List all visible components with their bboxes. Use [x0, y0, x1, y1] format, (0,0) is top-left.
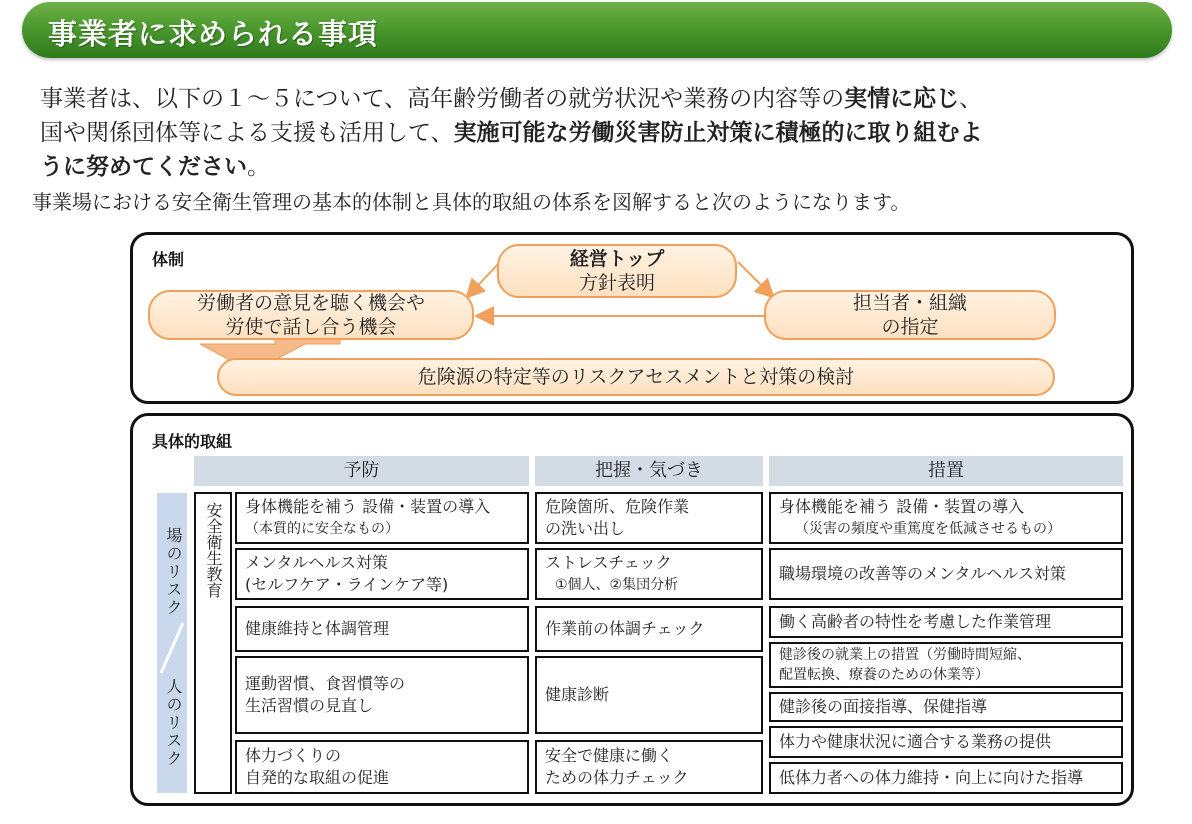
- cell-line: 健診後の就業上の措置（労働時間短縮、: [779, 647, 1031, 663]
- cell-line: （災害の頻度や重篤度を低減させるもの）: [795, 521, 1061, 537]
- safety-education-text: 安全衛生教育: [204, 502, 223, 598]
- haaku-cell: [535, 740, 763, 794]
- risk-assessment-box: [217, 358, 1055, 396]
- cell-line: ストレスチェック: [545, 553, 672, 572]
- haaku-cell: [535, 656, 763, 734]
- cell-line: （本質的に安全なもの）: [245, 521, 399, 537]
- cell-line: 作業前の体調チェック: [545, 619, 705, 638]
- person-risk-label: 人のリスク: [164, 678, 183, 768]
- intro-subtext: 事業場における安全衛生管理の基本的体制と具体的取組の体系を図解すると次のようになります。: [32, 190, 911, 214]
- intro-emphasis: うに努めてください: [40, 154, 247, 180]
- yobou-cell: [235, 492, 529, 544]
- sochi-cell: [769, 492, 1123, 544]
- intro-text: 、: [959, 86, 983, 112]
- cell-line: 体力や健康状況に適合する業務の提供: [779, 732, 1052, 751]
- haaku-cell: [535, 548, 763, 600]
- sochi-cell: [769, 548, 1123, 600]
- intro-text: 国や関係団体等による支援も活用して、: [40, 120, 454, 146]
- management-top-box: [497, 244, 737, 298]
- intro-emphasis: 実情に応じ: [844, 86, 960, 112]
- intro-text: 事業者は、以下の１～５について、高年齢労働者の就労状況や業務の内容等の: [40, 86, 845, 112]
- haaku-cell: [535, 492, 763, 544]
- site-risk-label: 場のリスク: [164, 527, 183, 617]
- col-header-haaku: 把握・気づき: [535, 456, 763, 486]
- cell-line: 自発的な取組の促進: [245, 768, 390, 787]
- safety-education-box: [194, 492, 232, 794]
- sochi-cell: [769, 726, 1123, 758]
- yobou-cell: [235, 606, 529, 652]
- cell-line: 危険箇所、危険作業: [545, 497, 690, 516]
- yobou-cell: [235, 656, 529, 734]
- cell-line: 職場環境の改善等のメンタルヘルス対策: [779, 564, 1066, 583]
- management-top-title: 経営トップ: [569, 248, 665, 270]
- cell-line: 体力づくりの: [245, 746, 342, 765]
- risk-assessment-text: 危険源の特定等のリスクアセスメントと対策の検討: [417, 366, 855, 388]
- cell-line: 運動習慣、食習慣等の: [245, 674, 406, 693]
- worker-opinion-box: [148, 290, 474, 340]
- cell-line: 働く高齢者の特性を考慮した作業管理: [779, 612, 1052, 631]
- cell-line: 低体力者への体力維持・向上に向けた指導: [779, 768, 1084, 787]
- cell-line: メンタルヘルス対策: [245, 553, 388, 572]
- cell-line: 身体機能を補う 設備・装置の導入: [245, 497, 491, 516]
- sochi-cell: [769, 606, 1123, 638]
- intro-text: 。: [247, 154, 270, 180]
- sochi-cell: [769, 642, 1123, 688]
- staff-designation-line2: の指定: [881, 316, 939, 338]
- cell-line: 健康診断: [545, 685, 610, 704]
- cell-line: 生活習慣の見直し: [245, 696, 374, 715]
- worker-opinion-line2: 労使で話し合う機会: [225, 316, 397, 338]
- management-top-sub: 方針表明: [578, 272, 655, 294]
- sochi-cell: [769, 762, 1123, 794]
- cell-line: 安全で健康に働く: [545, 746, 674, 765]
- staff-designation-box: [764, 290, 1056, 340]
- cell-line: の洗い出し: [545, 519, 626, 538]
- yobou-cell: [235, 548, 529, 600]
- cell-line: (セルフケア・ラインケア等): [245, 575, 449, 594]
- cell-line: 配置転換、療養のための休業等）: [779, 667, 989, 683]
- page-title: 事業者に求められる事項: [48, 17, 379, 51]
- intro-emphasis: 実施可能な労働災害防止対策に積極的に取り組むよ: [453, 120, 983, 146]
- col-header-yobou: 予防: [194, 456, 529, 486]
- cell-line: ①個人、②集団分析: [555, 577, 679, 593]
- cell-line: 身体機能を補う 設備・装置の導入: [779, 497, 1025, 516]
- gutai-label: 具体的取組: [152, 432, 233, 451]
- yobou-cell: [235, 740, 529, 794]
- haaku-cell: [535, 606, 763, 652]
- arrow-top-to-left: [468, 262, 500, 296]
- staff-designation-line1: 担当者・組織: [852, 292, 967, 314]
- cell-line: 健康維持と体調管理: [245, 619, 390, 638]
- cell-line: ための体力チェック: [545, 768, 689, 787]
- cell-line: 健診後の面接指導、保健指導: [779, 697, 988, 716]
- taisei-label: 体制: [152, 250, 185, 269]
- col-header-sochi: 措置: [769, 456, 1123, 486]
- sochi-cell: [769, 692, 1123, 722]
- worker-opinion-line1: 労働者の意見を聴く機会や: [196, 292, 425, 314]
- arrow-top-to-right: [738, 262, 772, 296]
